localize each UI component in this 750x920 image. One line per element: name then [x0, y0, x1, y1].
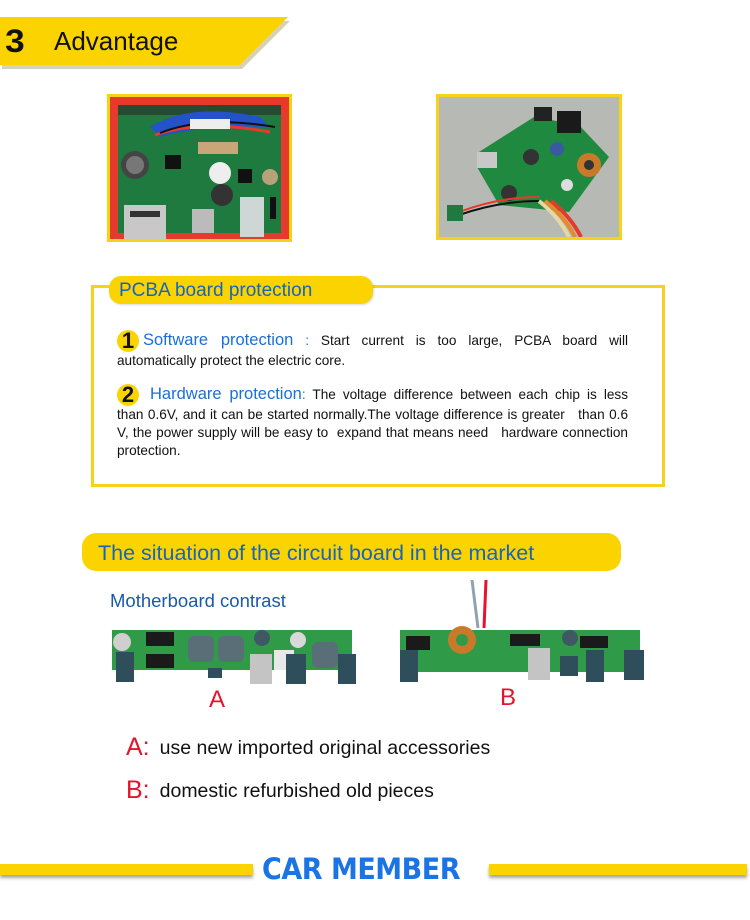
section-header-banner [0, 17, 288, 67]
footer-bar-right [489, 864, 747, 875]
footer-bar-left [0, 864, 253, 875]
item-separator: : [301, 387, 306, 402]
number-badge-2: 2 [117, 384, 139, 406]
item-title: Software protection [143, 331, 294, 349]
footer-brand-logo: CAR MEMBER [262, 852, 461, 886]
pcb-photo-right [436, 94, 622, 240]
section-title: Advantage [54, 26, 179, 56]
board-a-label: A [209, 686, 226, 713]
market-section-tab [82, 533, 621, 571]
legend-text-a: use new imported original accessories [159, 737, 491, 759]
legend-key-a: A: [126, 733, 150, 761]
market-section-title: The situation of the circuit board in the market [98, 541, 535, 565]
software-protection-item [117, 330, 628, 370]
number-badge-1: 1 [117, 330, 139, 352]
board-b-label: B [500, 684, 517, 711]
pcb-photo-left [107, 94, 292, 242]
section-number: 3 [5, 23, 25, 59]
item-text: Start current is too large, PCBA board will automatically protect the electric core. [117, 333, 628, 368]
legend-row-a [126, 735, 490, 760]
pcba-panel-title: PCBA board protection [119, 280, 313, 301]
board-a-image [112, 628, 358, 685]
pcba-panel-tab [109, 276, 373, 304]
hardware-protection-item [117, 382, 640, 460]
legend-text-b: domestic refurbished old pieces [159, 780, 434, 802]
item-separator: : [293, 333, 321, 348]
board-b-image [400, 580, 646, 685]
legend-key-b: B: [126, 776, 150, 804]
legend-row-b [126, 778, 434, 803]
motherboard-contrast-subtitle: Motherboard contrast [110, 590, 286, 611]
item-title: Hardware protection [150, 385, 302, 403]
item-text: The voltage difference between each chip is less than 0.6V, and it can be started normally.The voltage difference is greater than 0.6 V, the power supply will be easy to expand that means need hardware connection protection. [117, 387, 640, 458]
